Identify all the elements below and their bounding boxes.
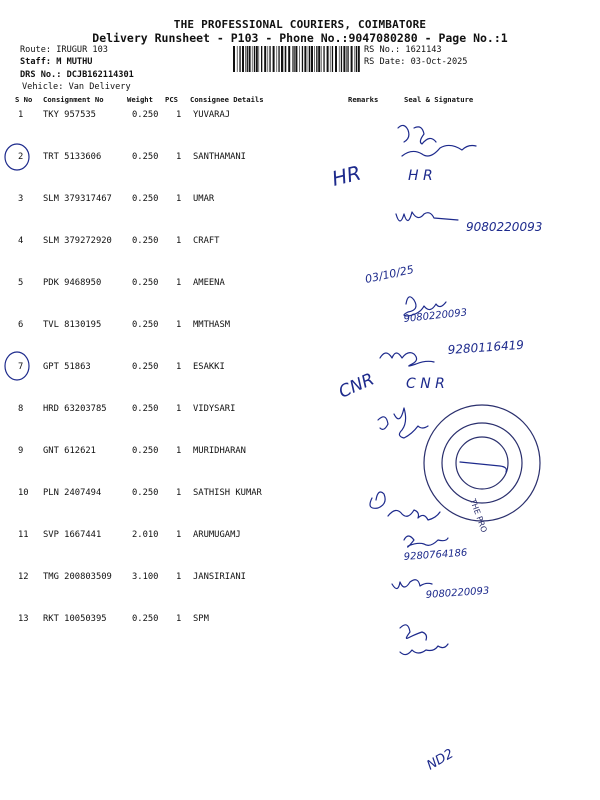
row-pcs: 1 bbox=[176, 530, 182, 540]
row-consignment: PDK 9468950 bbox=[43, 278, 102, 288]
row-11-phone-note: 9280764186 bbox=[403, 547, 468, 563]
row-pcs: 1 bbox=[176, 194, 182, 204]
row-sno: 2 bbox=[18, 152, 24, 162]
barcode-bar bbox=[299, 46, 300, 72]
row-4-phone-note: 9080220093 bbox=[466, 220, 543, 234]
row-sno: 10 bbox=[18, 488, 29, 498]
row-pcs: 1 bbox=[176, 110, 182, 120]
barcode-bar bbox=[356, 46, 357, 72]
row-pcs: 1 bbox=[176, 488, 182, 498]
row-consignment: RKT 10050395 bbox=[43, 614, 107, 624]
barcode-bar bbox=[256, 46, 258, 72]
table-row bbox=[0, 236, 600, 250]
row-consignee: YUVARAJ bbox=[193, 110, 231, 120]
barcode-bar bbox=[261, 46, 262, 72]
staff-label: Staff: M MUTHU bbox=[20, 57, 93, 67]
barcode-bar bbox=[339, 46, 340, 72]
barcode-bar bbox=[308, 46, 309, 72]
barcode-bar bbox=[309, 46, 310, 72]
row-pcs: 1 bbox=[176, 152, 182, 162]
barcode-bar bbox=[284, 46, 285, 72]
cnr-mark-right: C N R bbox=[406, 376, 445, 392]
barcode-bar bbox=[316, 46, 317, 72]
row-sno: 7 bbox=[18, 362, 24, 372]
signature-row-4 bbox=[396, 212, 458, 221]
cnr-mark-left: CNR bbox=[335, 369, 378, 403]
table-row bbox=[0, 110, 600, 124]
document-title: THE PROFESSIONAL COURIERS, COIMBATORE bbox=[173, 18, 427, 31]
row-consignment: TRT 5133606 bbox=[43, 152, 102, 162]
barcode-bar bbox=[285, 46, 286, 72]
row-pcs: 1 bbox=[176, 236, 182, 246]
barcode-bar bbox=[321, 46, 322, 72]
row-consignee: CRAFT bbox=[193, 236, 220, 246]
barcode-bar bbox=[277, 46, 278, 72]
row-weight: 0.250 bbox=[132, 194, 159, 204]
row-consignment: PLN 2407494 bbox=[43, 488, 102, 498]
row-sno: 3 bbox=[18, 194, 24, 204]
row-consignee: ARUMUGAMJ bbox=[193, 530, 241, 540]
row-sno: 9 bbox=[18, 446, 24, 456]
row-weight: 0.250 bbox=[132, 152, 159, 162]
barcode-bar bbox=[358, 46, 360, 72]
row-pcs: 1 bbox=[176, 614, 182, 624]
row-7-phone-note: 9280116419 bbox=[447, 337, 525, 357]
row-consignee: UMAR bbox=[193, 194, 215, 204]
row-weight: 3.100 bbox=[132, 572, 159, 582]
barcode-bar bbox=[278, 46, 279, 72]
row-pcs: 1 bbox=[176, 446, 182, 456]
barcode-bar bbox=[302, 46, 303, 72]
barcode-bar bbox=[335, 46, 337, 72]
table-row bbox=[0, 362, 600, 376]
table-row bbox=[0, 194, 600, 208]
barcode-bar bbox=[318, 46, 320, 72]
barcode-bar bbox=[242, 46, 244, 72]
col-consignment: Consignment No bbox=[43, 95, 104, 104]
table-row bbox=[0, 572, 600, 586]
company-seal-stamp bbox=[424, 405, 540, 534]
table-row bbox=[0, 446, 600, 460]
rs-number: RS No.: 1621143 bbox=[364, 45, 442, 55]
barcode-bar bbox=[259, 46, 260, 72]
row-consignee: ESAKKI bbox=[193, 362, 225, 372]
barcode-bar bbox=[341, 46, 342, 72]
barcode-bar bbox=[254, 46, 255, 72]
row-weight: 0.250 bbox=[132, 446, 159, 456]
hr-mark-right: H R bbox=[408, 168, 433, 184]
barcode-bar bbox=[343, 46, 345, 72]
row-sno: 4 bbox=[18, 236, 24, 246]
barcode-bar bbox=[311, 46, 313, 72]
barcode-bar bbox=[273, 46, 275, 72]
barcode-bar bbox=[347, 46, 348, 72]
signature-row-13 bbox=[400, 625, 448, 655]
row-weight: 2.010 bbox=[132, 530, 159, 540]
bottom-handwritten-note: ND2 bbox=[424, 746, 457, 774]
barcode-bar bbox=[323, 46, 324, 72]
barcode-bar bbox=[295, 46, 297, 72]
barcode-bar bbox=[293, 46, 294, 72]
row-pcs: 1 bbox=[176, 404, 182, 414]
barcode-bar bbox=[239, 46, 240, 72]
row-consignee: MURIDHARAN bbox=[193, 446, 246, 456]
table-row bbox=[0, 278, 600, 292]
row-sno: 6 bbox=[18, 320, 24, 330]
row-consignment: HRD 63203785 bbox=[43, 404, 107, 414]
row-consignee: MMTHASM bbox=[193, 320, 231, 330]
barcode-bar bbox=[247, 46, 248, 72]
barcode-bar bbox=[245, 46, 246, 72]
col-weight: Weight bbox=[127, 95, 153, 104]
vehicle-label: Vehicle: Van Delivery bbox=[22, 82, 131, 92]
row-consignee: AMEENA bbox=[193, 278, 225, 288]
row-sno: 1 bbox=[18, 110, 24, 120]
row-pcs: 1 bbox=[176, 320, 182, 330]
barcode-bar bbox=[304, 46, 306, 72]
row-sno: 5 bbox=[18, 278, 24, 288]
barcode-bar bbox=[332, 46, 333, 72]
row-weight: 0.250 bbox=[132, 362, 159, 372]
barcode-bar bbox=[355, 46, 356, 72]
row-consignee: SPM bbox=[193, 614, 209, 624]
barcode-bar bbox=[233, 46, 235, 72]
row-12-phone-note: 9080220093 bbox=[425, 585, 490, 601]
hr-mark-left: HR bbox=[329, 160, 364, 191]
barcode-bar bbox=[237, 46, 238, 72]
barcode-bar bbox=[268, 46, 269, 72]
row-5-date-note: 03/10/25 bbox=[363, 262, 415, 286]
col-consignee: Consignee Details bbox=[190, 95, 264, 104]
row-consignment: SVP 1667441 bbox=[43, 530, 102, 540]
barcode-bar bbox=[288, 46, 290, 72]
table-row bbox=[0, 404, 600, 418]
row-sno: 11 bbox=[18, 530, 29, 540]
runsheet-subtitle: Delivery Runsheet - P103 - Phone No.:9047080280 - Page No.:1 bbox=[92, 31, 508, 45]
row-consignee: SANTHAMANI bbox=[193, 152, 246, 162]
table-row bbox=[0, 530, 600, 544]
row-consignment: GPT 51863 bbox=[43, 362, 91, 372]
drs-number: DRS No.: DCJB162114301 bbox=[20, 70, 134, 80]
barcode bbox=[233, 46, 361, 72]
barcode-bar bbox=[281, 46, 283, 72]
row-consignee: SATHISH KUMAR bbox=[193, 488, 262, 498]
row-pcs: 1 bbox=[176, 278, 182, 288]
table-row bbox=[0, 488, 600, 502]
barcode-bar bbox=[330, 46, 331, 72]
row-pcs: 1 bbox=[176, 362, 182, 372]
row-weight: 0.250 bbox=[132, 110, 159, 120]
barcode-bar bbox=[252, 46, 253, 72]
row-sno: 12 bbox=[18, 572, 29, 582]
barcode-bar bbox=[314, 46, 315, 72]
row-consignment: SLM 379272920 bbox=[43, 236, 112, 246]
row-consignee: VIDYSARI bbox=[193, 404, 236, 414]
route-label: Route: IRUGUR 103 bbox=[20, 45, 108, 55]
row-consignment: TKY 957535 bbox=[43, 110, 96, 120]
row-weight: 0.250 bbox=[132, 404, 159, 414]
table-row bbox=[0, 152, 600, 166]
barcode-bar bbox=[292, 46, 293, 72]
barcode-bar bbox=[327, 46, 329, 72]
row-weight: 0.250 bbox=[132, 614, 159, 624]
row-weight: 0.250 bbox=[132, 320, 159, 330]
barcode-bar bbox=[269, 46, 270, 72]
row-pcs: 1 bbox=[176, 572, 182, 582]
stamp-inner-lettering: THE PRO bbox=[468, 497, 489, 534]
barcode-bar bbox=[249, 46, 251, 72]
row-sno: 13 bbox=[18, 614, 29, 624]
row-sno: 8 bbox=[18, 404, 24, 414]
row-weight: 0.250 bbox=[132, 488, 159, 498]
row-6-phone-note: 9080220093 bbox=[403, 307, 468, 325]
row-consignment: GNT 612621 bbox=[43, 446, 96, 456]
row-consignment: SLM 379317467 bbox=[43, 194, 112, 204]
row-consignment: TMG 200803509 bbox=[43, 572, 112, 582]
table-row bbox=[0, 320, 600, 334]
barcode-bar bbox=[346, 46, 347, 72]
col-seal-signature: Seal & Signature bbox=[404, 95, 474, 104]
row-consignment: TVL 8130195 bbox=[43, 320, 102, 330]
barcode-bar bbox=[264, 46, 266, 72]
col-remarks: Remarks bbox=[348, 95, 379, 104]
signature-row-6 bbox=[404, 297, 446, 316]
rs-date: RS Date: 03-Oct-2025 bbox=[364, 57, 468, 67]
barcode-bar bbox=[351, 46, 353, 72]
col-pcs: PCS bbox=[165, 95, 178, 104]
row-weight: 0.250 bbox=[132, 236, 159, 246]
col-sno: S No bbox=[15, 95, 33, 104]
table-row bbox=[0, 614, 600, 628]
row-consignee: JANSIRIANI bbox=[193, 572, 246, 582]
row-weight: 0.250 bbox=[132, 278, 159, 288]
